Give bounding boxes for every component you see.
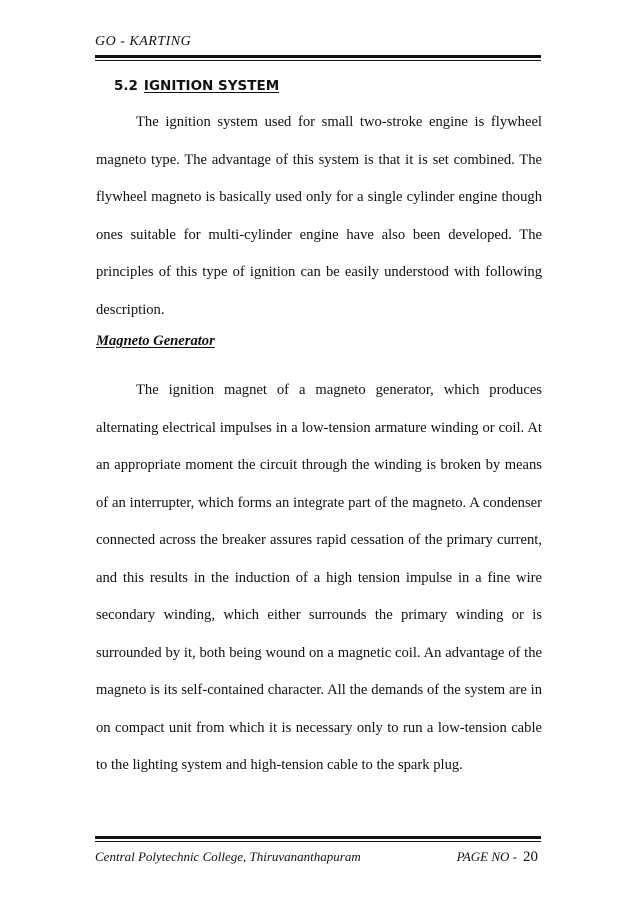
footer-page-label: PAGE NO -	[456, 849, 517, 864]
section-heading	[114, 78, 279, 94]
section-number: 5.2	[114, 78, 138, 94]
subsection-paragraph	[96, 372, 542, 785]
footer-institution: Central Polytechnic College, Thiruvananthapuram	[95, 849, 361, 864]
section-paragraph	[96, 104, 542, 329]
footer-rule	[95, 836, 541, 842]
footer-page-indicator	[457, 849, 538, 866]
subsection-heading: Magneto Generator	[96, 333, 215, 349]
subsection-paragraph-text: The ignition magnet of a magneto generator, which produces alternating electrical impulses in a low-tension armature winding or coil. At an appropriate moment the circuit through the winding is broken by means of an interrupter, which forms an integrate part of the magneto. A condenser connected across the breaker assures rapid cessation of the primary current, and this results in the induction of a high tension impulse in a fine wire secondary winding, which either surrounds the primary winding or is surrounded by it, both being wound on a magnetic coil. An advantage of the magneto is its self-contained character. All the demands of the system are in on compact unit from which it is necessary only to run a low-tension cable to the lighting system and high-tension cable to the spark plug.	[96, 382, 542, 773]
running-header-title: GO - KARTING	[95, 34, 192, 49]
header-rule	[95, 55, 541, 61]
section-title: IGNITION SYSTEM	[143, 78, 280, 94]
section-paragraph-text: The ignition system used for small two-stroke engine is flywheel magneto type. The advantage of this system is that it is set combined. The flywheel magneto is basically used only for a single cylinder engine though ones suitable for multi-cylinder engine have also been developed. The principles of this type of ignition can be easily understood with following description.	[96, 114, 542, 318]
footer-page-number: 20	[523, 849, 538, 865]
